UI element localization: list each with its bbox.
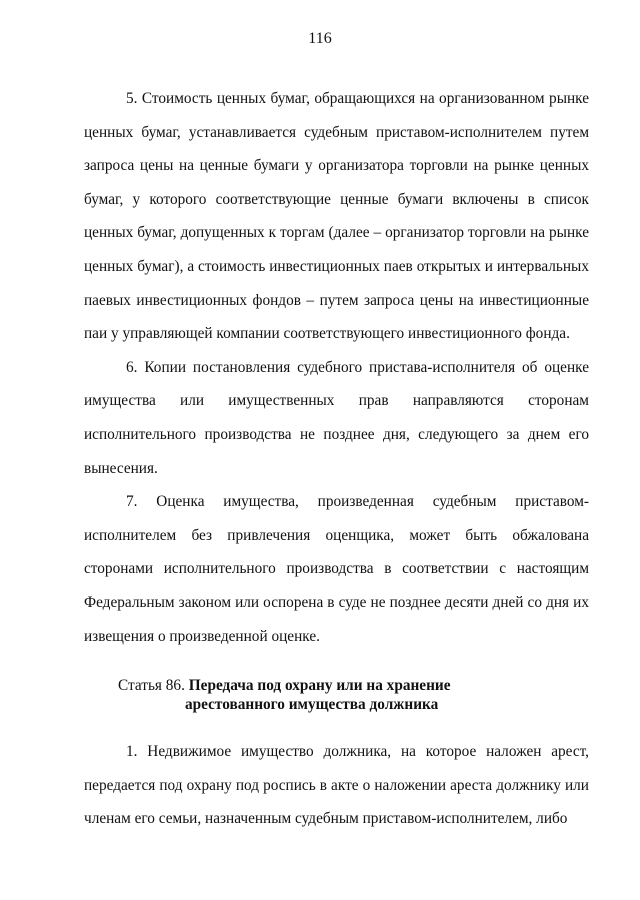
article-number: Статья 86.	[118, 677, 185, 695]
paragraph-5: 5. Стоимость ценных бумаг, обращающихся на организованном рынке ценных бумаг, устанавливается судебным приставом-исполнителем путем запроса цены на ценные бумаги у организатора торговли на рынке ценных бумаг, у которого соответствующие ценные бумаги включены в список ценных бумаг, допущенных к торгам (далее – организатор торговли на рынке ценных бумаг), а стоимость инвестиционных паев открытых и интервальных паевых инвестиционных фондов – путем запроса цены на инвестиционные паи у управляющей компании соответствующего инвестиционного фонда.	[84, 90, 589, 343]
paragraph-1: 1. Недвижимое имущество должника, на которое наложен арест, передается под охрану под роспись в акте о наложении ареста должнику или членам его семьи, назначенным судебным приставом-исполнителем, либо	[84, 743, 589, 828]
page-number: 116	[308, 30, 332, 47]
paragraph-6: 6. Копии постановления судебного пристава-исполнителя об оценке имущества или имущественных прав направляются сторонам исполнительного производства не позднее дня, следующего за днем его вынесения.	[84, 358, 589, 477]
document-body	[84, 82, 589, 836]
article-title-line-1: Передача под охрану или на хранение	[188, 677, 451, 695]
paragraph-7: 7. Оценка имущества, произведенная судебным приставом-исполнителем без привлечения оценщика, может быть обжалована сторонами исполнительного производства в соответствии с настоящим Федеральным законом или оспорена в суде не позднее десяти дней со дня их извещения о произведенной оценке.	[84, 493, 589, 645]
article-heading	[84, 676, 589, 714]
article-title-line-2: арестованного имущества должника	[185, 696, 439, 714]
